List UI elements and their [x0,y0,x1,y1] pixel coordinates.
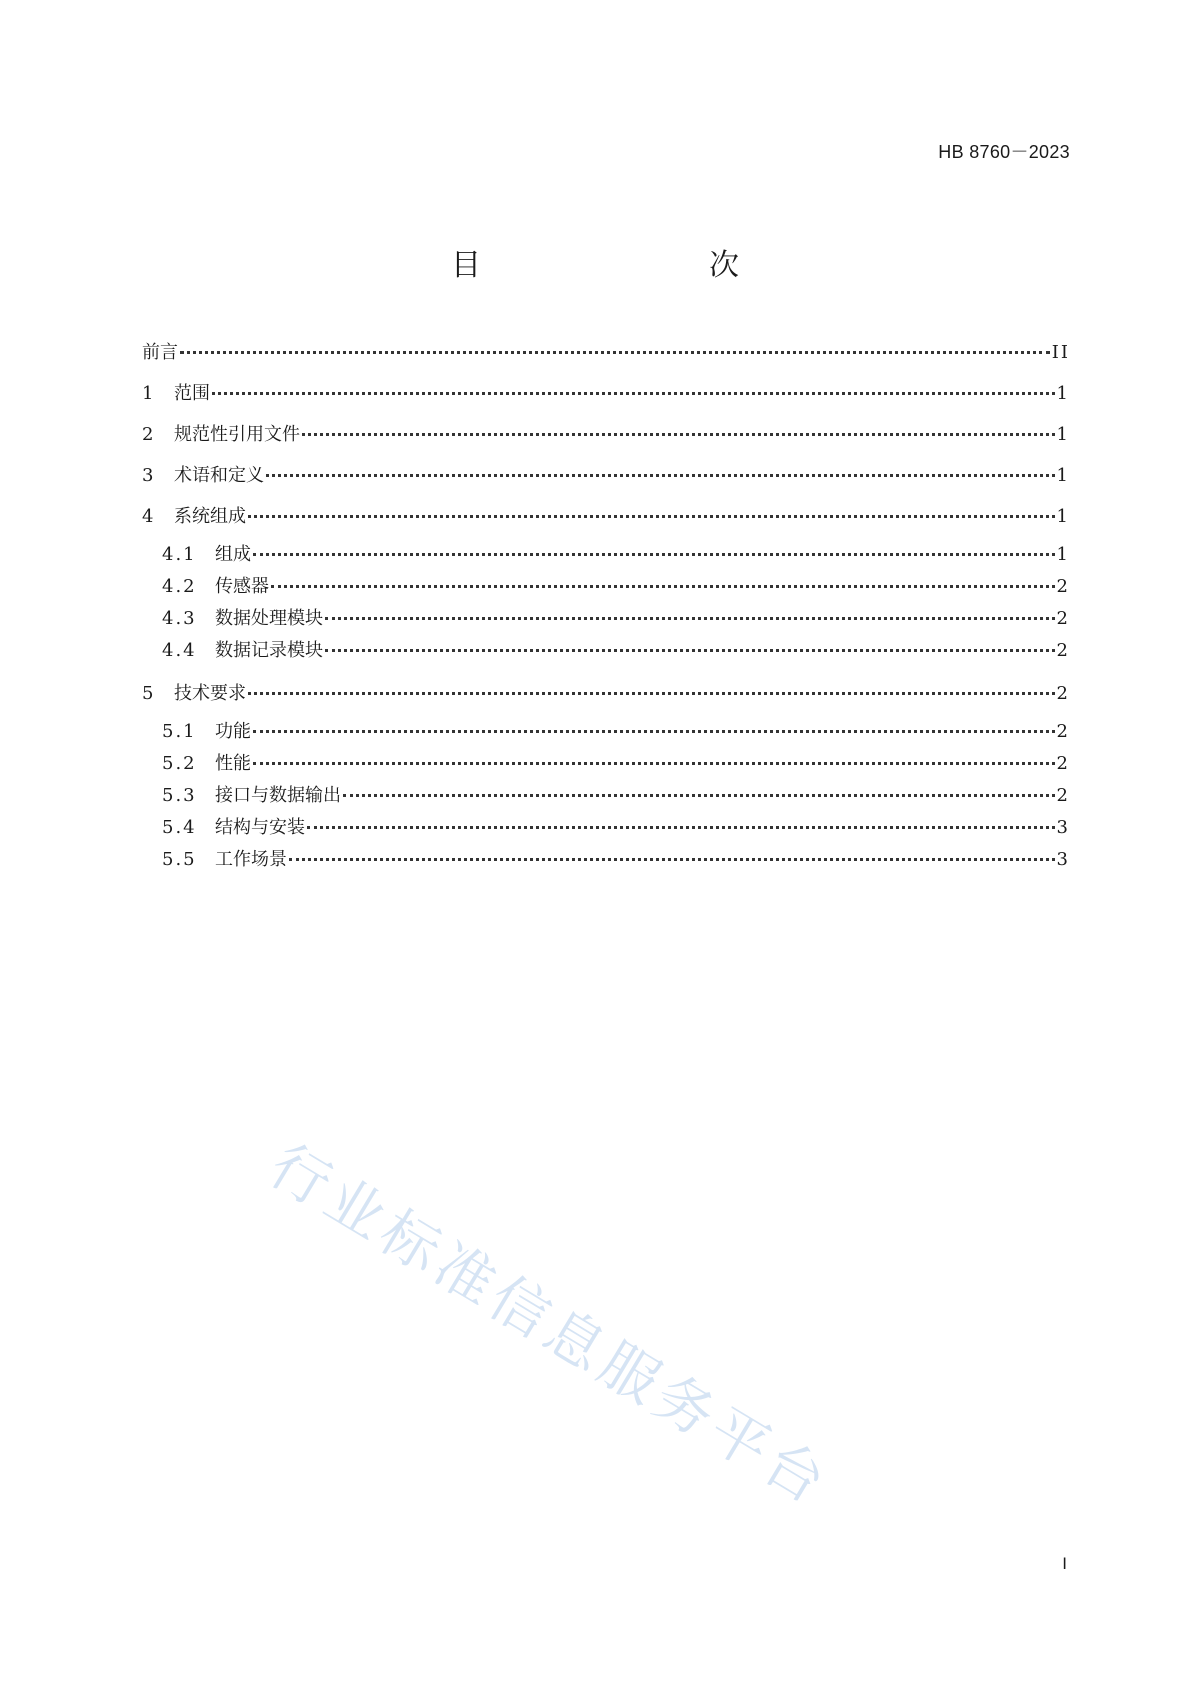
dot-leader [248,682,1055,695]
dot-leader [307,816,1055,829]
toc-entry[interactable] [142,781,1070,813]
dot-leader [180,341,1050,354]
page-number: I [1062,1554,1067,1573]
toc-entry-title: 范围 [174,383,210,404]
dot-leader [325,607,1055,620]
toc-entry-page: 1 [1056,544,1070,565]
page-title: 目 次 [451,248,795,283]
dot-leader [302,423,1055,436]
toc-entry-number: 1 [142,383,156,404]
toc-entry-page: 3 [1056,849,1070,870]
toc-entry-title: 数据记录模块 [215,640,323,661]
toc-entry-page: 1 [1056,383,1070,404]
toc-entry[interactable] [142,749,1070,781]
dot-leader [289,848,1055,861]
toc-entry[interactable] [142,845,1070,877]
toc-entry-page: 2 [1056,721,1070,742]
toc-entry-number: 4.2 [162,576,197,597]
toc-entry-title: 前言 [142,342,178,363]
dot-leader [325,639,1055,652]
toc-entry-title: 组成 [215,544,251,565]
dot-leader [266,464,1055,477]
toc-entry-number: 5.4 [162,817,197,838]
watermark: 行业标准信息服务平台 [258,1131,842,1520]
toc-entry-title: 规范性引用文件 [174,424,300,445]
toc-entry-number: 5.2 [162,753,197,774]
toc-entry-title: 工作场景 [215,849,287,870]
toc-entry-number: 5.3 [162,785,197,806]
toc-entry-number: 4 [142,506,156,527]
toc-entry-page: 3 [1056,817,1070,838]
toc-entry-page: 2 [1056,576,1070,597]
dot-leader [248,505,1055,518]
toc-entry-page: 1 [1056,424,1070,445]
toc-entry-page: 1 [1056,465,1070,486]
toc-entry[interactable] [142,379,1070,409]
toc-entry[interactable] [142,679,1070,709]
toc-entry-page: 1 [1056,506,1070,527]
toc-entry-page: 2 [1056,608,1070,629]
toc-entry-title: 系统组成 [174,506,246,527]
toc-entry-title: 结构与安装 [215,817,305,838]
toc-entry-page: 2 [1056,640,1070,661]
toc-entry-page: 2 [1056,753,1070,774]
toc-entry[interactable] [142,636,1070,668]
dot-leader [343,784,1055,797]
toc-entry[interactable] [142,502,1070,532]
toc-entry-number: 5.1 [162,721,197,742]
toc-entry-title: 功能 [215,721,251,742]
toc-entry-title: 接口与数据输出 [215,785,341,806]
toc-entry[interactable] [142,813,1070,845]
toc-entry-number: 3 [142,465,156,486]
toc-entry[interactable] [142,604,1070,636]
toc-entry[interactable] [142,540,1070,572]
toc-entry-page: 2 [1056,683,1070,704]
dot-leader [253,720,1055,733]
toc-entry[interactable] [142,717,1070,749]
toc-entry-page: II [1051,342,1070,363]
table-of-contents [142,338,1070,877]
dot-leader [271,575,1055,588]
toc-entry[interactable] [142,461,1070,491]
standard-code: HB 8760－2023 [938,142,1070,162]
dot-leader [212,382,1055,395]
toc-entry-title: 数据处理模块 [215,608,323,629]
toc-entry-number: 2 [142,424,156,445]
toc-entry[interactable] [142,572,1070,604]
toc-entry[interactable] [142,420,1070,450]
toc-entry-title: 术语和定义 [174,465,264,486]
toc-entry-title: 传感器 [215,576,269,597]
toc-entry[interactable] [142,338,1070,368]
dot-leader [253,752,1055,765]
toc-entry-number: 4.3 [162,608,197,629]
toc-entry-page: 2 [1056,785,1070,806]
toc-entry-number: 4.4 [162,640,197,661]
toc-entry-number: 5 [142,683,156,704]
toc-entry-number: 4.1 [162,544,197,565]
dot-leader [253,543,1055,556]
toc-entry-title: 性能 [215,753,251,774]
toc-entry-title: 技术要求 [174,683,246,704]
toc-entry-number: 5.5 [162,849,197,870]
